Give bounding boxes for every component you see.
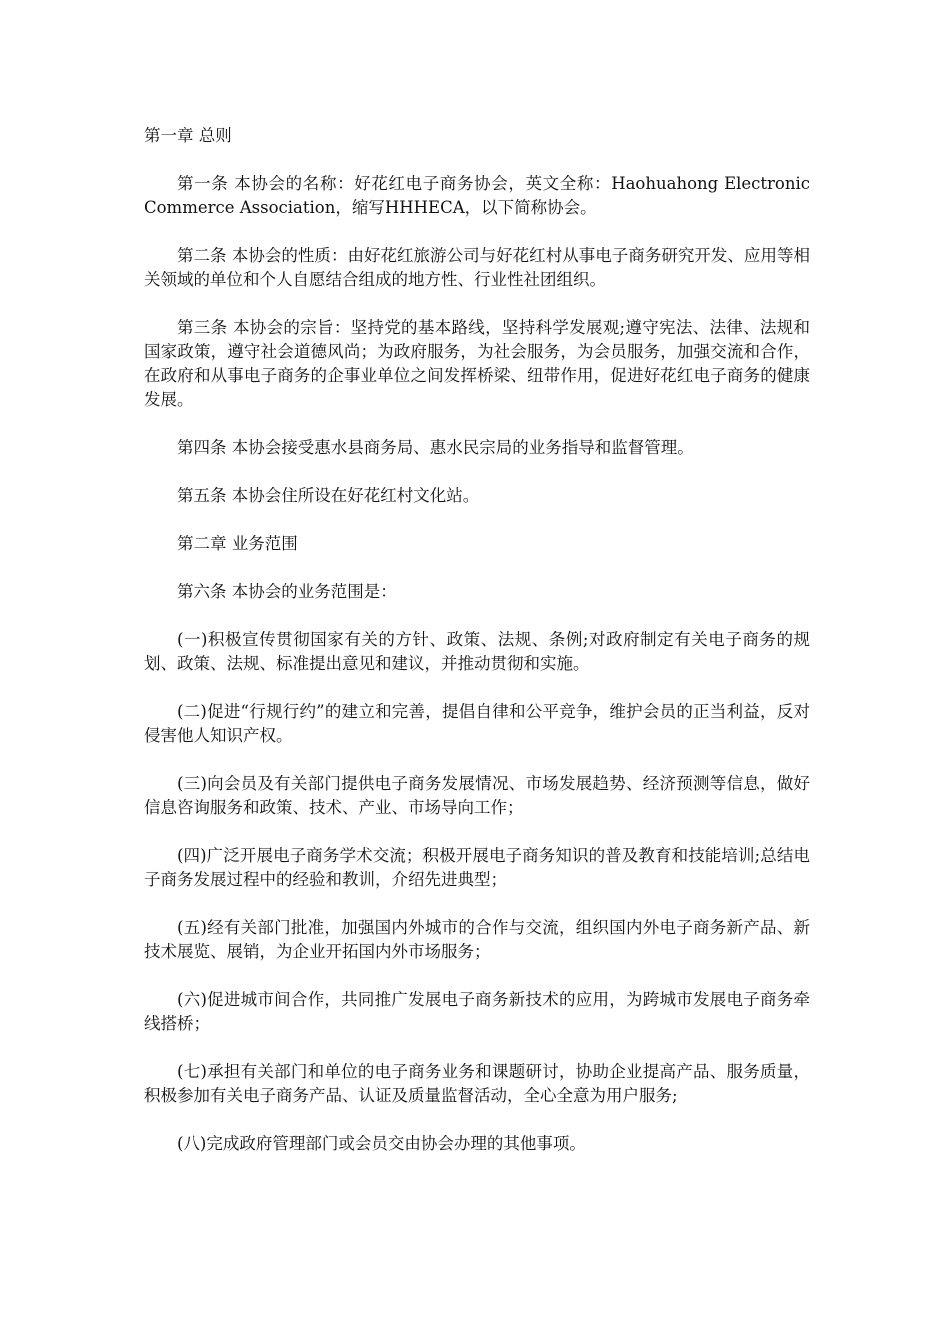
scope-item-3: (三)向会员及有关部门提供电子商务发展情况、市场发展趋势、经济预测等信息，做好信息咨询服务和政策、技术、产业、市场导向工作； xyxy=(144,774,810,817)
article-3: 第三条 本协会的宗旨：坚持党的基本路线，坚持科学发展观;遵守宪法、法律、法规和国家政策，遵守社会道德风尚；为政府服务，为社会服务，为会员服务，加强交流和合作，在政府和从事电子商务的企事业单位之间发挥桥梁、纽带作用，促进好花红电子商务的健康发展。 xyxy=(144,318,810,409)
chapter-heading-1: 第一章 总则 xyxy=(144,126,232,145)
scope-item-7: (七)承担有关部门和单位的电子商务业务和课题研讨，协助企业提高产品、服务质量，积极参加有关电子商务产品、认证及质量监督活动，全心全意为用户服务; xyxy=(144,1062,810,1105)
article-1: 第一条 本协会的名称：好花红电子商务协会，英文全称：Haohuahong Electronic Commerce Association，缩写HHHECA，以下简称协会。 xyxy=(144,174,810,217)
scope-item-4: (四)广泛开展电子商务学术交流；积极开展电子商务知识的普及教育和技能培训;总结电子商务发展过程中的经验和教训，介绍先进典型； xyxy=(144,846,810,889)
article-4: 第四条 本协会接受惠水县商务局、惠水民宗局的业务指导和监督管理。 xyxy=(177,438,694,457)
scope-item-5: (五)经有关部门批准，加强国内外城市的合作与交流，组织国内外电子商务新产品、新技术展览、展销，为企业开拓国内外市场服务； xyxy=(144,918,810,961)
scope-item-2: (二)促进“行规行约”的建立和完善，提倡自律和公平竞争，维护会员的正当利益，反对侵害他人知识产权。 xyxy=(144,702,810,745)
chapter-heading-2: 第二章 业务范围 xyxy=(177,534,298,553)
article-2: 第二条 本协会的性质：由好花红旅游公司与好花红村从事电子商务研究开发、应用等相关领域的单位和个人自愿结合组成的地方性、行业性社团组织。 xyxy=(144,246,810,289)
scope-item-1: (一)积极宣传贯彻国家有关的方针、政策、法规、条例;对政府制定有关电子商务的规划、政策、法规、标准提出意见和建议，并推动贯彻和实施。 xyxy=(144,630,810,673)
article-5: 第五条 本协会住所设在好花红村文化站。 xyxy=(177,486,480,505)
document-page xyxy=(144,124,810,1180)
scope-item-6: (六)促进城市间合作，共同推广发展电子商务新技术的应用，为跨城市发展电子商务牵线搭桥； xyxy=(144,990,810,1033)
article-6: 第六条 本协会的业务范围是： xyxy=(177,582,397,601)
scope-item-8: (八)完成政府管理部门或会员交由协会办理的其他事项。 xyxy=(177,1134,586,1153)
